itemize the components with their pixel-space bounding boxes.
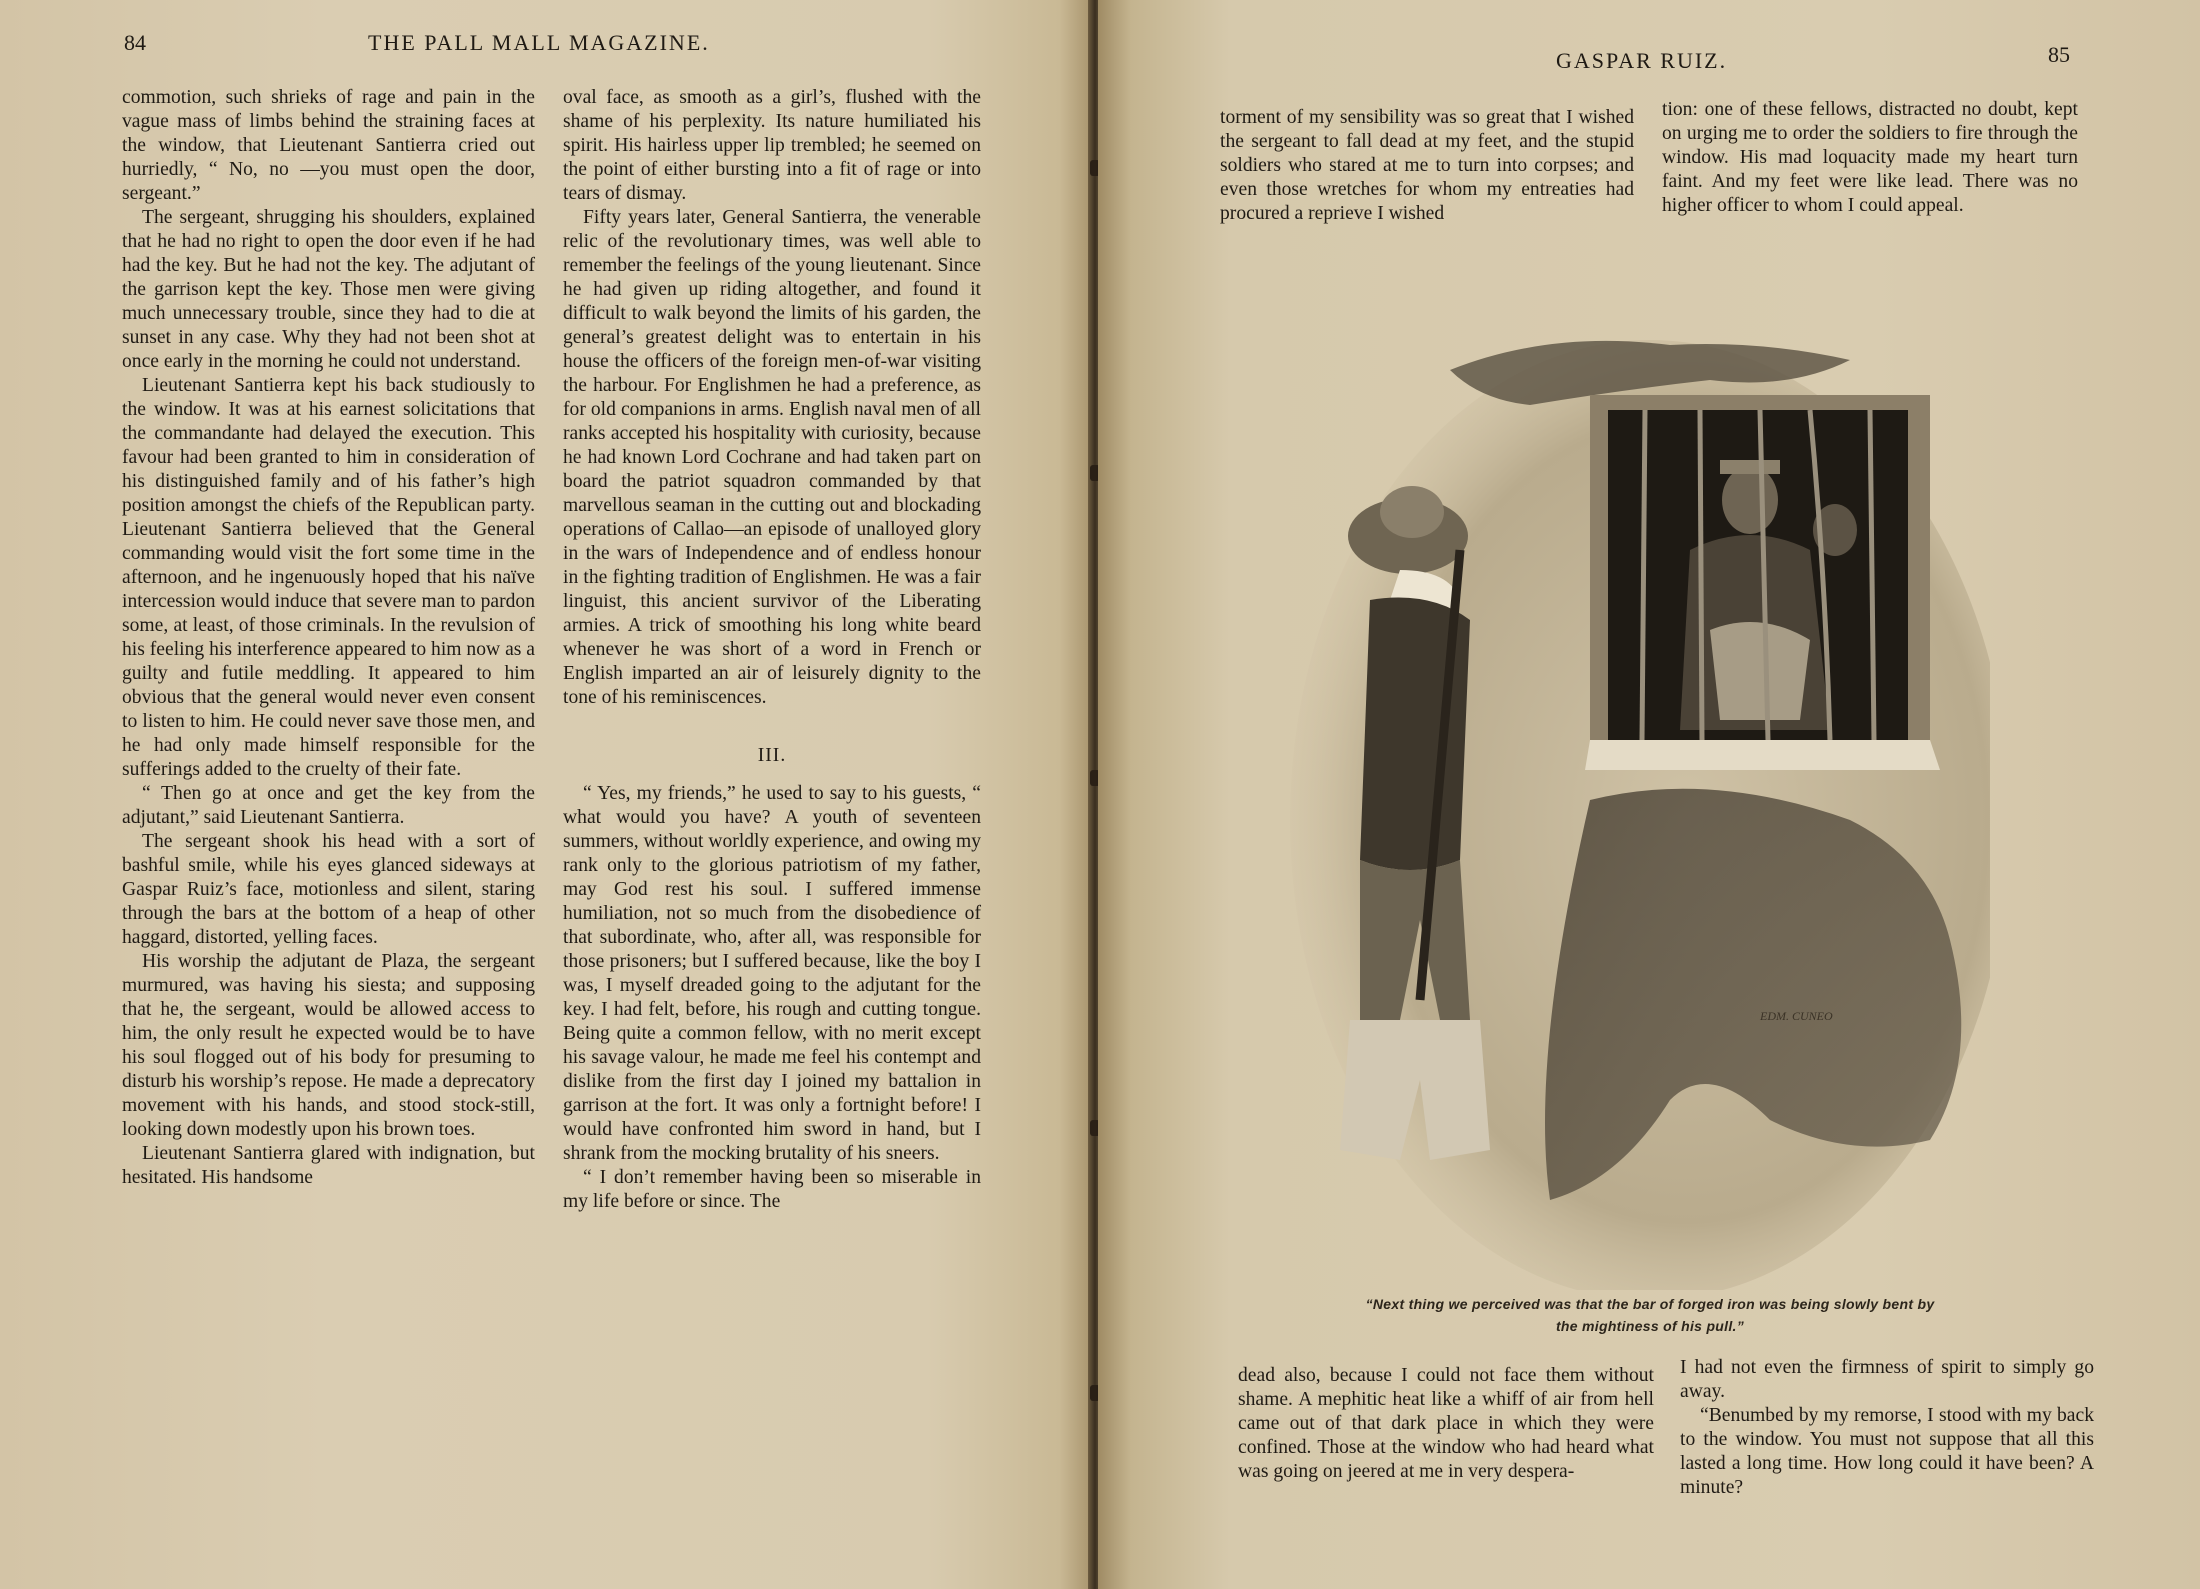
caption-line-1: “Next thing we perceived was that the bar of forged iron was being slowly bent by: [1365, 1296, 1935, 1312]
paragraph: “ Then go at once and get the key from the adjutant,” said Lieutenant Santierra.: [122, 783, 535, 828]
paragraph: I had not even the firmness of spirit to simply go away.: [1680, 1357, 2094, 1402]
paragraph: commotion, such shrieks of rage and pain in the vague mass of limbs behind the straining faces at the window, that Lieutenant Santierra cried out hurriedly, “ No, no —you must open the door, sergeant.”: [122, 87, 535, 204]
artist-signature: EDM. CUNEO: [1760, 1009, 1833, 1023]
paragraph: oval face, as smooth as a girl’s, flushed with the shame of his perplexity. Its nature humiliated his spirit. His hairless upper lip trembled; he seemed on the point of either bursting into a fit of rage or into tears of dismay.: [563, 87, 981, 204]
right-running-head: GASPAR RUIZ.: [1556, 48, 1728, 73]
illustration-caption: [1300, 1293, 2000, 1337]
window-sill: [1585, 740, 1940, 770]
paragraph: dead also, because I could not face them without shame. A mephitic heat like a whiff of air from hell came out of that dark place in which they were confined. Those at the window who had heard what was going on jeered at me in very despera-: [1238, 1365, 1654, 1482]
prison-window-illustration: [1290, 300, 1990, 1290]
right-bottom-column-1: [1238, 1364, 1654, 1484]
right-page-number: 85: [2048, 42, 2070, 67]
right-bottom-column-2: [1680, 1356, 2094, 1500]
paragraph: His worship the adjutant de Plaza, the sergeant murmured, was having his siesta; and supposing that he, the sergeant, would be allowed access to him, the only result he expected would be to have his soul flogged out of his body for presuming to disturb his worship’s repose. He made a deprecatory movement with his hands, and stood stock-still, looking down modestly upon his brown toes.: [122, 951, 535, 1140]
left-running-head: THE PALL MALL MAGAZINE.: [368, 30, 710, 55]
right-top-column-2: [1662, 98, 2078, 218]
paragraph: “ Yes, my friends,” he used to say to his guests, “ what would you have? A youth of seventeen summers, without worldly experience, and owing my rank only to the glorious patriotism of my father, may God rest his soul. I suffered immense humiliation, not so much from the disobedience of that subordinate, who, after all, was responsible for those prisoners; but I suffered because, like the boy I was, I myself dreaded going to the adjutant for the key. I had felt, before, his rough and cutting tongue. Being quite a common fellow, with no merit except his savage valour, he made me feel his contempt and dislike from the first day I joined my battalion in garrison at the fort. It was only a fortnight before! I would have confronted him sword in hand, but I shrank from the mocking brutality of his sneers.: [563, 783, 981, 1164]
left-column-2: [563, 86, 981, 1214]
paragraph: The sergeant shook his head with a sort of bashful smile, while his eyes glanced sideways at Gaspar Ruiz’s face, motionless and silent, staring through the bars at the bottom of a heap of other haggard, distorted, yelling faces.: [122, 831, 535, 948]
paragraph: “ I don’t remember having been so miserable in my life before or since. The: [563, 1167, 981, 1212]
section-heading: III.: [757, 745, 787, 766]
prisoner-face: [1722, 466, 1778, 534]
paragraph: Lieutenant Santierra glared with indignation, but hesitated. His handsome: [122, 1143, 535, 1188]
paragraph: Fifty years later, General Santierra, the venerable relic of the revolutionary times, was well able to remember the feelings of the young lieutenant. Since he had given up riding altogether, and found it difficult to walk beyond the limits of his garden, the general’s greatest delight was to entertain in his house the officers of the foreign men-of-war visiting the harbour. For Englishmen he had a preference, as for old companions in arms. English naval men of all ranks accepted his hospitality with curiosity, because he had known Lord Cochrane and had taken part on board the patriot squadron commanded by that marvellous seaman in the cutting out and blockading operations of Callao—an episode of unalloyed glory in the wars of Independence and of endless honour in the fighting tradition of Englishmen. He was a fair linguist, this ancient survivor of the Liberating armies. A trick of smoothing his long white beard whenever he was short of a word in French or English imparted an air of leisurely dignity to the tone of his reminiscences.: [563, 207, 981, 708]
paragraph: torment of my sensibility was so great that I wished the sergeant to fall dead at my feet, and the stupid soldiers who stared at me to turn into corpses; and even those wretches for whom my entreaties had procured a reprieve I wished: [1220, 107, 1634, 224]
caption-line-2: the mightiness of his pull.”: [1555, 1318, 1745, 1334]
paragraph: The sergeant, shrugging his shoulders, explained that he had no right to open the door even if he had had the key. But he had not the key. The adjutant of the garrison kept the key. Those men were giving much unnecessary trouble, since they had to die at sunset in any case. Why they had not been shot at once early in the morning he could not understand.: [122, 207, 535, 372]
paragraph: Lieutenant Santierra kept his back studiously to the window. It was at his earnest solicitations that the commandante had delayed the execution. This favour had been granted to him in consideration of his distinguished family and of his father’s high position amongst the chiefs of the Republican party. Lieutenant Santierra believed that the General commanding would visit the fort some time in the afternoon, and he ingenuously hoped that his naïve intercession would induce that severe man to pardon some, at least, of those criminals. In the revulsion of his feeling his interference appeared to him now as a guilty and futile meddling. It appeared to him obvious that the general would never even consent to listen to him. He could never save those men, and he had only made himself responsible for the sufferings added to the cruelty of their fate.: [122, 375, 535, 780]
left-page-number: 84: [124, 30, 146, 55]
paragraph: “Benumbed by my remorse, I stood with my back to the window. You must not suppose that all this lasted a long time. How long could it have been? A minute?: [1680, 1405, 2094, 1498]
paragraph: tion: one of these fellows, distracted no doubt, kept on urging me to order the soldiers to fire through the window. His mad loquacity made my heart turn faint. And my feet were like lead. There was no higher officer to whom I could appeal.: [1662, 99, 2078, 216]
left-page: [0, 0, 1092, 1589]
prisoner-cloth: [1710, 622, 1810, 720]
prisoner-headband: [1720, 460, 1780, 474]
right-top-column-1: [1220, 106, 1634, 226]
left-column-1: [122, 86, 535, 1190]
